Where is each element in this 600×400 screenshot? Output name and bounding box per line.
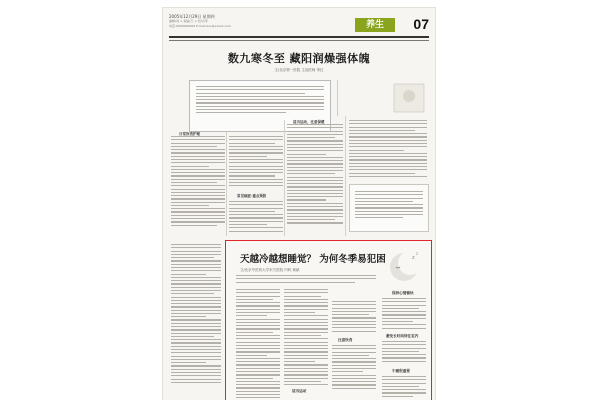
feature-col-1 <box>236 289 280 400</box>
subhead-3: 常见病症·重点预防 <box>237 194 267 198</box>
main-col-2 <box>229 136 283 189</box>
left-side-col <box>171 244 221 385</box>
featured-article <box>225 240 432 400</box>
feature-byline: 文/北京中医药大学东方医院 内科 黄斌 <box>240 268 300 272</box>
svg-text:z: z <box>416 251 419 256</box>
sleeping-moon-icon <box>386 249 422 285</box>
feature-col-4c <box>382 376 426 399</box>
main-col-1 <box>171 136 225 228</box>
feature-lead <box>236 275 376 285</box>
feature-subhead-2: 保持心情愉快 <box>392 291 414 295</box>
feature-subhead-1: 注意饮食 <box>338 338 353 342</box>
feature-subhead-3: 避免长时间待在室内 <box>386 334 419 338</box>
header-subrule <box>169 40 429 41</box>
feature-col-4 <box>382 298 426 331</box>
feature-subhead-5: 午睡很重要 <box>392 369 410 373</box>
decorative-figure-icon <box>338 80 430 116</box>
main-byline: 文/北京第一医院 主治医师 李红 <box>274 68 324 72</box>
feature-col-3 <box>332 301 376 334</box>
feature-col-3b <box>332 345 376 391</box>
date-line: 2005年12月29日 星期四 <box>169 14 215 19</box>
newspaper-page <box>163 8 435 400</box>
decorative-art-area <box>337 80 430 116</box>
feature-title: 天越冷越想睡觉？ 为何冬季易犯困 <box>240 254 386 265</box>
page-header-info <box>169 14 231 29</box>
feature-col-4b <box>382 341 426 364</box>
header-rule <box>169 36 429 38</box>
page-number: 07 <box>413 16 429 32</box>
main-col-4 <box>349 120 427 179</box>
main-col-3 <box>287 124 343 226</box>
main-headline: 数九寒冬至 藏阳润燥强体魄 <box>227 52 371 65</box>
subhead-2: 适当运动，注意保暖 <box>293 120 325 124</box>
svg-text:z: z <box>412 255 415 261</box>
section-tag: 养生 <box>355 18 395 32</box>
feature-col-2 <box>284 289 328 387</box>
contact-line: 电话:0000000000 E-mail:xxx@xxxxx.com <box>169 24 232 28</box>
subhead-1: 日常饮食护理 <box>179 132 200 136</box>
feature-subhead-4: 适当运动 <box>292 389 307 393</box>
sidebar-note-box <box>349 184 429 232</box>
main-col-2b <box>229 201 283 234</box>
editor-line: 编辑/刘 × 美编/王 × 校对/李 <box>169 19 208 23</box>
